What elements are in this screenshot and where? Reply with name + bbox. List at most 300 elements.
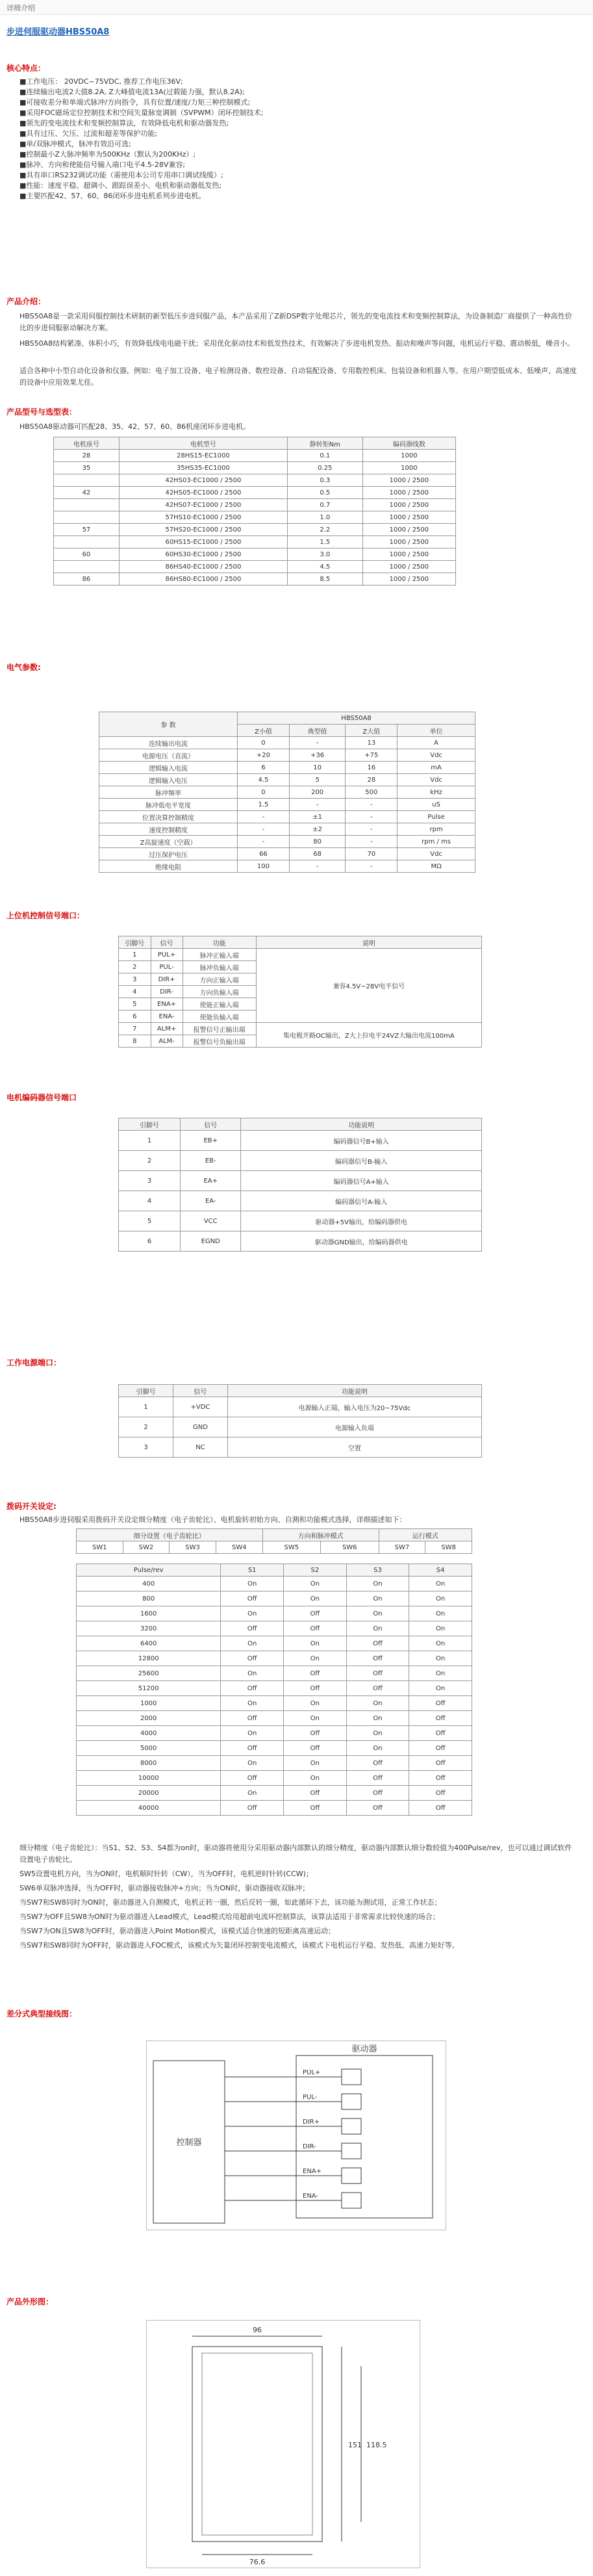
table-cell: A — [397, 737, 475, 749]
table-cell: ENA- — [151, 1011, 183, 1023]
table-cell: Vdc — [397, 848, 475, 860]
table-cell: 使能负输入端 — [183, 1011, 256, 1023]
table-row — [54, 511, 456, 524]
table-cell: On — [221, 1577, 284, 1591]
switch-name: SW4 — [216, 1541, 262, 1554]
table-cell — [54, 474, 120, 487]
table-header-cell: 引脚号 — [119, 1385, 173, 1397]
table-cell: 4000 — [77, 1726, 221, 1741]
table-cell: 57HS10-EC1000 / 2500 — [119, 511, 287, 524]
table-cell: 编码器信号B-输入 — [241, 1151, 482, 1171]
control-header-row — [119, 936, 482, 949]
dip-note: 当SW7为OFF且SW8为ON时为驱动器进入Lead模式，Lead模式给用超前电流环控制算法，该算法适用于非常需求比较快速的场合； — [19, 1913, 440, 1921]
table-row — [77, 1801, 472, 1816]
wire-signal-label: ENA- — [303, 2193, 319, 2200]
table-cell: - — [289, 799, 346, 811]
product-outline — [192, 2347, 322, 2542]
table-cell: PUL+ — [151, 949, 183, 961]
table-cell: 6 — [238, 762, 290, 774]
table-row — [77, 1756, 472, 1771]
switch-name: SW7 — [379, 1541, 425, 1554]
intro-paragraph-3: 适合各种中小型自动化设备和仪器，例如：电子加工设备、电子检测设备、数控设备、自动装配设备、专用数控机床、包装设备和机器人等。在用户期望低成本、低噪声、高速度的设备中应用效果尤佳。 — [19, 367, 577, 387]
table-cell: Off — [221, 1801, 284, 1816]
table-cell: Off — [346, 1786, 409, 1801]
table-cell: 方向负输入端 — [183, 986, 256, 998]
table-row — [119, 1231, 482, 1252]
controller-label: 控制器 — [176, 2138, 202, 2148]
table-cell: On — [346, 1711, 409, 1726]
table-cell: 1000 / 2500 — [362, 511, 455, 524]
table-row — [77, 1666, 472, 1681]
electrical-model-row — [99, 712, 475, 725]
electrical-heading: 电气参数: — [6, 663, 41, 672]
control-heading: 上位机控制信号端口： — [6, 911, 85, 920]
table-cell: On — [221, 1756, 284, 1771]
table-header-cell: 参 数 — [99, 712, 238, 737]
feature-item: ■性能：速度平稳、超调小、跟踪误差小、电机和驱动器低发热; — [19, 181, 222, 190]
table-cell: 2 — [119, 1151, 181, 1171]
table-cell: 1000 / 2500 — [362, 474, 455, 487]
table-cell — [54, 511, 120, 524]
table-cell: 1000 / 2500 — [362, 524, 455, 536]
switch-group-header: 运行模式 — [379, 1529, 472, 1541]
power-heading: 工作电源端口： — [6, 1358, 62, 1367]
table-cell: 1.5 — [238, 799, 290, 811]
table-cell: 速度控制精度 — [99, 823, 238, 836]
table-cell: 脉冲低电平宽度 — [99, 799, 238, 811]
table-row — [54, 548, 456, 561]
wire-signal-label: PUL- — [303, 2094, 318, 2101]
table-cell: 4.5 — [238, 774, 290, 786]
table-row — [99, 860, 475, 873]
table-cell: ±1 — [289, 811, 346, 823]
table-cell: NC — [173, 1437, 228, 1458]
table-cell: 100 — [238, 860, 290, 873]
table-cell — [54, 499, 120, 511]
wire-signal-label: DIR+ — [303, 2119, 320, 2126]
table-row — [99, 786, 475, 799]
table-row — [99, 749, 475, 762]
table-cell: Off — [284, 1786, 347, 1801]
table-cell: 2 — [119, 961, 151, 973]
table-cell: Vdc — [397, 774, 475, 786]
table-cell: Off — [409, 1786, 472, 1801]
table-header-cell: 单位 — [397, 725, 475, 737]
table-cell: Off — [284, 1621, 347, 1636]
table-cell: - — [346, 823, 397, 836]
table-cell: Off — [346, 1666, 409, 1681]
table-header-cell: Z小值 — [238, 725, 290, 737]
table-cell: Off — [221, 1651, 284, 1666]
table-cell: Off — [346, 1801, 409, 1816]
table-cell: - — [346, 799, 397, 811]
table-cell: 0.1 — [287, 450, 362, 462]
table-cell: 28HS15-EC1000 — [119, 450, 287, 462]
models-table — [53, 437, 456, 586]
intro-paragraph-1: HBS50A8是一款采用伺服控制技术研制的新型低压步进伺服产品，本产品采用了Z新DSP数字处理芯片，领先的变电流技术和变频控制算法，为设备制造厂商提供了一种高性价比的步进伺服驱动解决方案。 — [19, 312, 572, 332]
table-row — [119, 1417, 482, 1437]
table-cell: 1000 / 2500 — [362, 548, 455, 561]
table-header-cell: 编码器线数 — [362, 437, 455, 450]
table-cell: 脉冲频率 — [99, 786, 238, 799]
dim-label-inner: 118.5 — [366, 2441, 387, 2449]
table-cell: 4 — [119, 1191, 181, 1211]
optocoupler-box — [342, 2143, 361, 2159]
control-note-output: 集电极开路OC输出，Z大上拉电平24VZ大输出电流100mA — [256, 1023, 481, 1048]
table-cell: Off — [346, 1681, 409, 1696]
switch-name-row — [77, 1541, 472, 1554]
table-row — [54, 474, 456, 487]
table-cell: PUL- — [151, 961, 183, 973]
table-cell: On — [284, 1651, 347, 1666]
table-cell: 8 — [119, 1035, 151, 1048]
table-row — [119, 1191, 482, 1211]
models-heading: 产品型号与选型表： — [6, 407, 77, 417]
table-row — [54, 499, 456, 511]
table-cell: 51200 — [77, 1681, 221, 1696]
table-header-cell: 引脚号 — [119, 1118, 181, 1131]
table-cell: 35HS35-EC1000 — [119, 462, 287, 474]
table-cell: 10 — [289, 762, 346, 774]
table-cell: On — [346, 1621, 409, 1636]
table-cell: 57HS20-EC1000 / 2500 — [119, 524, 287, 536]
table-cell: Off — [221, 1681, 284, 1696]
table-cell: Off — [221, 1771, 284, 1786]
table-cell: 电源输入负端 — [227, 1417, 481, 1437]
table-row — [77, 1741, 472, 1756]
dip-heading: 拨码开关设定: — [6, 1502, 57, 1511]
table-cell: 28 — [54, 450, 120, 462]
wire-signal-label: ENA+ — [303, 2168, 322, 2175]
table-cell: rpm / ms — [397, 836, 475, 848]
table-cell: 86HS80-EC1000 / 2500 — [119, 573, 287, 586]
table-header-cell: 电机型号 — [119, 437, 287, 450]
table-cell: 3.0 — [287, 548, 362, 561]
encoder-header-row — [119, 1118, 482, 1131]
dip-note: 当SW7和SW8同时为OFF时，驱动器进入FOC模式，该模式为矢量闭环控制变电流模式，该模式下电机运行平稳、发热低、高速力矩好等。 — [19, 1941, 459, 1950]
table-header-cell: S4 — [409, 1564, 472, 1577]
table-cell: 42HS05-EC1000 / 2500 — [119, 487, 287, 499]
switch-name: SW8 — [425, 1541, 472, 1554]
table-cell: Off — [284, 1681, 347, 1696]
table-cell: 1 — [119, 949, 151, 961]
table-cell: VCC — [181, 1211, 241, 1231]
table-cell: On — [284, 1711, 347, 1726]
table-header-cell: S3 — [346, 1564, 409, 1577]
table-cell: 1 — [119, 1131, 181, 1151]
table-cell: 逻辑输入电压 — [99, 774, 238, 786]
models-desc: HBS50A8驱动器可匹配28、35、42、57、60、86机座闭环步进电机。 — [19, 422, 251, 431]
table-cell: On — [409, 1606, 472, 1621]
power-port-table — [118, 1384, 482, 1458]
table-cell: EGND — [181, 1231, 241, 1252]
table-cell: ENA+ — [151, 998, 183, 1011]
table-cell: 42HS03-EC1000 / 2500 — [119, 474, 287, 487]
table-cell: Off — [284, 1741, 347, 1756]
table-cell: On — [284, 1636, 347, 1651]
table-cell: 1000 — [77, 1696, 221, 1711]
table-cell: +20 — [238, 749, 290, 762]
table-cell: 1600 — [77, 1606, 221, 1621]
table-row — [77, 1711, 472, 1726]
table-row — [99, 762, 475, 774]
switch-name: SW1 — [77, 1541, 123, 1554]
wiring-heading: 差分式典型接线图： — [6, 2009, 77, 2018]
driver-label: 驱动器 — [351, 2044, 377, 2054]
table-cell: On — [346, 1591, 409, 1606]
models-header-row — [54, 437, 456, 450]
table-cell: Off — [346, 1651, 409, 1666]
table-row — [54, 450, 456, 462]
wire-signal-label: PUL+ — [303, 2069, 321, 2076]
table-row — [77, 1651, 472, 1666]
table-cell: 400 — [77, 1577, 221, 1591]
table-cell: 86 — [54, 573, 120, 586]
table-cell: 1.0 — [287, 511, 362, 524]
table-header-cell: 典型值 — [289, 725, 346, 737]
dip-note: SW5设置电机方向，当为ON时，电机顺时针转（CW），当为OFF时，电机逆时针转(CCW)； — [19, 1870, 313, 1878]
switch-name: SW2 — [123, 1541, 170, 1554]
table-cell: 86HS40-EC1000 / 2500 — [119, 561, 287, 573]
dimension-heading: 产品外形图： — [6, 2297, 54, 2306]
product-title-link[interactable]: 步进伺服驱动器HBS50A8 — [6, 27, 110, 37]
table-cell: 报警信号负输出端 — [183, 1035, 256, 1048]
table-cell: Off — [284, 1606, 347, 1621]
table-cell: uS — [397, 799, 475, 811]
table-cell: - — [346, 811, 397, 823]
table-cell: 20000 — [77, 1786, 221, 1801]
table-cell: +36 — [289, 749, 346, 762]
table-cell: 逻辑输入电流 — [99, 762, 238, 774]
table-cell: EA+ — [181, 1171, 241, 1191]
table-row — [119, 1171, 482, 1191]
table-cell: 3200 — [77, 1621, 221, 1636]
table-cell: On — [346, 1726, 409, 1741]
table-row — [77, 1621, 472, 1636]
table-cell: 6 — [119, 1231, 181, 1252]
table-header-cell: 说明 — [256, 936, 481, 949]
table-cell: Vdc — [397, 749, 475, 762]
table-cell: 3 — [119, 1171, 181, 1191]
table-cell: EA- — [181, 1191, 241, 1211]
table-cell: On — [346, 1696, 409, 1711]
table-cell: ALM- — [151, 1035, 183, 1048]
table-cell: On — [346, 1577, 409, 1591]
table-header-cell: 电机座号 — [54, 437, 120, 450]
table-cell: - — [238, 811, 290, 823]
table-cell: 57 — [54, 524, 120, 536]
table-cell: 5 — [119, 1211, 181, 1231]
table-cell: - — [289, 860, 346, 873]
topbar-label: 详细介绍 — [6, 4, 35, 12]
table-cell: kHz — [397, 786, 475, 799]
feature-item: ■控制最小Z大脉冲频率为500KHz（默认为200KHz）; — [19, 150, 196, 159]
table-cell: 40000 — [77, 1801, 221, 1816]
table-cell: 66 — [238, 848, 290, 860]
table-cell: 编码器信号A+输入 — [241, 1171, 482, 1191]
dip-note: 细分精度（电子齿轮比）：当S1、S2、S3、S4都为on时，驱动器将使用分采用驱动器内部默认的细分精度，驱动器内部默认细分数较值为400Pulse/rev，也可以通过调试软件设置电子齿轮比。 — [19, 1844, 572, 1864]
table-cell: Off — [221, 1711, 284, 1726]
table-cell: On — [409, 1666, 472, 1681]
table-cell: On — [346, 1606, 409, 1621]
dip-note: 当SW7和SW8同时为ON时，驱动器进入自测模式，电机正转一圈，然后反转一圈，如此循环下去，该功能为测试用，正常工作状态； — [19, 1898, 442, 1907]
table-row — [77, 1577, 472, 1591]
table-cell: 2000 — [77, 1711, 221, 1726]
table-cell: 使能正输入端 — [183, 998, 256, 1011]
table-row — [99, 823, 475, 836]
table-cell: 70 — [346, 848, 397, 860]
table-row — [119, 1023, 482, 1035]
table-cell: rpm — [397, 823, 475, 836]
table-cell — [54, 561, 120, 573]
table-cell: 8000 — [77, 1756, 221, 1771]
table-cell: 5000 — [77, 1741, 221, 1756]
feature-item: ■主要匹配42、57、60、86闭环步进电机系列步进电机。 — [19, 192, 206, 200]
table-cell: Off — [221, 1741, 284, 1756]
table-cell: 68 — [289, 848, 346, 860]
pulse-header-row — [77, 1564, 472, 1577]
table-cell: Off — [221, 1591, 284, 1606]
table-cell: 5 — [289, 774, 346, 786]
control-port-table — [118, 936, 482, 1048]
switch-name: SW6 — [321, 1541, 379, 1554]
table-cell: On — [346, 1741, 409, 1756]
table-cell: 6 — [119, 1011, 151, 1023]
feature-item: ■具有过压、欠压、过流和超差等保护功能; — [19, 129, 158, 138]
table-cell: - — [346, 836, 397, 848]
table-row — [119, 1437, 482, 1458]
optocoupler-box — [342, 2119, 361, 2134]
dip-note: 当SW7为ON且SW8为OFF时，驱动器进入Point Motion模式，该模式适合快速的短距离高速运动； — [19, 1927, 336, 1935]
table-cell: On — [284, 1756, 347, 1771]
table-header-cell: 信号 — [181, 1118, 241, 1131]
table-cell: 0 — [238, 737, 290, 749]
table-cell: 0.5 — [287, 487, 362, 499]
pulse-rev-table — [76, 1564, 472, 1816]
table-cell: Off — [346, 1771, 409, 1786]
table-cell: DIR- — [151, 986, 183, 998]
wiring-diagram — [146, 2041, 446, 2230]
table-cell: Pulse — [397, 811, 475, 823]
table-row — [99, 811, 475, 823]
feature-item: ■采用FOC磁场定位控制技术和空间矢量脉宽调制（SVPWM）闭环控制技术; — [19, 109, 264, 117]
table-row — [99, 774, 475, 786]
table-row — [54, 561, 456, 573]
feature-item: ■具有串口RS232调试功能（需使用本公司专用串口调试线缆）; — [19, 171, 223, 179]
table-cell: 位置决算控制精度 — [99, 811, 238, 823]
table-cell: 200 — [289, 786, 346, 799]
dip-switch-table — [76, 1528, 472, 1554]
table-cell — [54, 536, 120, 548]
table-cell: On — [409, 1681, 472, 1696]
table-row — [77, 1636, 472, 1651]
table-cell: Off — [221, 1621, 284, 1636]
table-cell: 80 — [289, 836, 346, 848]
dim-label-width: 96 — [253, 2326, 262, 2334]
table-cell: 25600 — [77, 1666, 221, 1681]
table-cell: On — [409, 1577, 472, 1591]
table-row — [119, 1211, 482, 1231]
table-cell: Off — [409, 1741, 472, 1756]
table-row — [54, 487, 456, 499]
table-cell: 绝缘电阻 — [99, 860, 238, 873]
table-cell: 28 — [346, 774, 397, 786]
table-cell: 800 — [77, 1591, 221, 1606]
table-header-cell: 信号 — [151, 936, 183, 949]
table-row — [77, 1696, 472, 1711]
table-cell: On — [221, 1666, 284, 1681]
table-cell: 1000 — [362, 450, 455, 462]
table-row — [99, 799, 475, 811]
table-cell: 35 — [54, 462, 120, 474]
table-cell: 连续输出电流 — [99, 737, 238, 749]
table-cell: On — [284, 1696, 347, 1711]
table-cell: Z高旋速度（空载） — [99, 836, 238, 848]
optocoupler-box — [342, 2193, 361, 2208]
table-cell: 7 — [119, 1023, 151, 1035]
table-cell: On — [221, 1606, 284, 1621]
switch-group-header: 细分设置（电子齿轮比） — [77, 1529, 263, 1541]
table-cell: 过压保护电压 — [99, 848, 238, 860]
table-cell: EB+ — [181, 1131, 241, 1151]
table-header-cell: Pulse/rev — [77, 1564, 221, 1577]
table-cell: 6400 — [77, 1636, 221, 1651]
table-cell: EB- — [181, 1151, 241, 1171]
table-cell: - — [289, 737, 346, 749]
table-cell: - — [238, 836, 290, 848]
table-cell: Off — [409, 1696, 472, 1711]
table-cell: Off — [409, 1711, 472, 1726]
table-cell: 12800 — [77, 1651, 221, 1666]
electrical-model-header: HBS50A8 — [238, 712, 475, 725]
table-cell: 16 — [346, 762, 397, 774]
table-cell: 60HS15-EC1000 / 2500 — [119, 536, 287, 548]
table-cell: Off — [346, 1636, 409, 1651]
encoder-heading: 电机编码器信号端口 — [6, 1093, 77, 1102]
table-cell: 4 — [119, 986, 151, 998]
switch-name: SW5 — [262, 1541, 321, 1554]
dip-note: SW6单双脉冲选择，当为OFF时，驱动器接收脉冲+方向；当为ON时，驱动器接收双脉冲； — [19, 1884, 310, 1892]
features-heading: 核心特点： — [6, 64, 46, 73]
power-header-row — [119, 1385, 482, 1397]
switch-group-header: 方向和脉冲模式 — [262, 1529, 379, 1541]
intro-paragraph-2: HBS50A8结构紧凑、体积小巧，有效降低线电电磁干扰；采用优化驱动技术和低发热技术，有效解决了步进电机发热、振动和噪声等问题，电机运行平稳、震动极低，噪音小。 — [19, 339, 575, 348]
table-header-cell: 功能说明 — [227, 1385, 481, 1397]
table-row — [99, 848, 475, 860]
wire-signal-label: DIR- — [303, 2143, 316, 2150]
table-cell: 编码器信号A-输入 — [241, 1191, 482, 1211]
switch-group-row — [77, 1529, 472, 1541]
intro-heading: 产品介绍： — [6, 297, 46, 306]
feature-item: ■连续输出电流2大值8.2A, Z大峰值电流13A(过载能力强，默认8.2A); — [19, 88, 245, 96]
table-cell: On — [284, 1577, 347, 1591]
table-row — [119, 1131, 482, 1151]
table-header-cell: Z大值 — [346, 725, 397, 737]
table-cell: +75 — [346, 749, 397, 762]
table-cell: On — [409, 1636, 472, 1651]
table-cell: 1000 / 2500 — [362, 573, 455, 586]
table-cell: On — [221, 1786, 284, 1801]
table-cell: 0.25 — [287, 462, 362, 474]
table-cell: MΩ — [397, 860, 475, 873]
table-row — [119, 949, 482, 961]
table-row — [119, 1397, 482, 1417]
dim-label-height: 151 — [348, 2441, 362, 2449]
table-cell: On — [221, 1636, 284, 1651]
table-cell: On — [221, 1726, 284, 1741]
table-cell: Off — [409, 1771, 472, 1786]
table-cell: mA — [397, 762, 475, 774]
